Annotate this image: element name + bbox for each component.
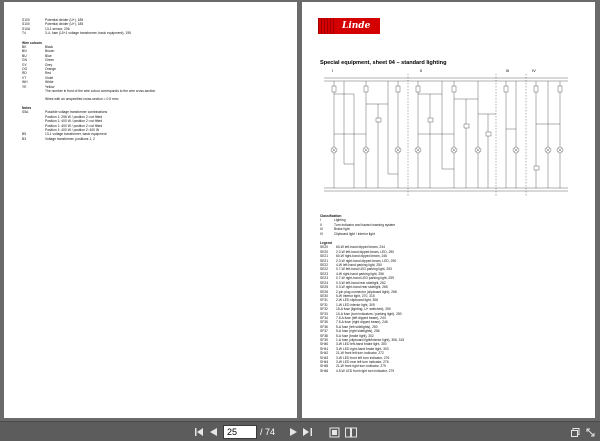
column-marker-4: IV: [532, 68, 536, 73]
legend-row-text: 21-W front left turn indicator, 272: [336, 351, 384, 356]
wire-colour-row-text: White: [45, 80, 54, 85]
legend-row-code: SF33: [320, 311, 328, 316]
wire-colour-row-text: Orange: [45, 67, 56, 72]
note-row-code: B5: [22, 132, 27, 137]
legend-row-code: SE22: [320, 267, 329, 272]
classification-row-text: Turn indicator and hazard warning system: [334, 222, 396, 227]
logo-stripes: [318, 18, 336, 34]
wire-colour-row-text: Blue: [45, 53, 52, 58]
classification-row-code: I: [320, 218, 321, 223]
note-row-text: Position 1: 256 W / position 2: not fitted: [45, 114, 103, 119]
previous-page-icon[interactable]: [207, 425, 219, 439]
component-row-code: S10A: [22, 26, 31, 31]
legend-row-text: 10-A fuse (turn indicators / parking light), 250: [336, 311, 402, 316]
legend-row-code: SE26: [320, 289, 329, 294]
pdf-page-right: [302, 2, 595, 418]
component-row-code: S100: [22, 22, 30, 27]
legend-row-code: SE24: [320, 280, 329, 285]
legend-row-text: 1-W LED interior light, 309: [336, 302, 375, 307]
page-total: / 74: [260, 427, 276, 437]
legend-row-text: 21-W front right turn indicator, 279: [336, 364, 386, 369]
legend-row-text: 4-W right-hand parking light, 256: [336, 271, 384, 276]
wire-colour-row-code: BU: [22, 53, 27, 58]
legend-row-text: 0.3-W right-hand rear sidelight, 265: [336, 285, 388, 290]
legend-row-code: SF34: [320, 315, 328, 320]
legend-row-text: 5-A fuse (left sidelights), 250: [336, 324, 378, 329]
legend-row-code: SH46: [320, 368, 329, 373]
component-row-code: S100: [22, 18, 30, 22]
wire-colour-row-text: Yellow: [45, 84, 55, 89]
classification-heading: Classification: [320, 214, 342, 218]
legend-row-code: SE25: [320, 285, 329, 290]
classification-row-code: IV: [320, 231, 324, 236]
legend-row-text: 7.5-A fuse (right dipped beam), 246: [336, 320, 388, 325]
legend-row-text: 2.0-W left-hand dipped beam, LED, 290: [336, 249, 395, 254]
legend-row-text: 0.3-W left-hand rear sidelight, 262: [336, 280, 386, 285]
legend-row-code: SE22: [320, 263, 329, 268]
note-row-code: S5A: [22, 110, 29, 115]
restore-window-icon[interactable]: [569, 425, 581, 439]
expand-window-icon[interactable]: [584, 425, 596, 439]
legend-row-code: SH42: [320, 351, 329, 356]
legend-row-code: SF37: [320, 329, 328, 334]
component-row-text: 13-1 sensor, 206: [45, 26, 70, 31]
wire-colour-row-code: BN: [22, 49, 27, 54]
wire-colour-row-code: RD: [22, 71, 27, 76]
wire-colour-row-code: GN: [22, 58, 27, 63]
legend-row-code: SH43: [320, 355, 329, 360]
note-row-text: Position 1: 400 W / position 2: not fitted: [45, 119, 103, 124]
left-page-content: [22, 18, 287, 141]
column-marker-3: III: [506, 68, 510, 73]
legend-row-text: 0.7-W left-hand LED parking light, 253: [336, 267, 392, 272]
legend-row-text: 4-W left-hand parking light, 250: [336, 263, 382, 268]
legend-row-text: 2-W LED clipboard light, 306: [336, 298, 378, 303]
legend-row-code: SE20: [320, 245, 329, 250]
legend-row-code: SE21: [320, 254, 329, 259]
legend-row-code: SE23: [320, 271, 329, 276]
wire-colour-row-text: Brown: [45, 49, 55, 54]
colour-note-2: Wires with an unspecified cross-section = 0.5 mm²: [45, 96, 119, 101]
legend-row-code: SE21: [320, 258, 329, 263]
legend-section: [320, 212, 585, 373]
legend-row-code: SF32: [320, 307, 328, 312]
note-row-text: Position 1: 400 W / position 2: not fitted: [45, 123, 103, 128]
legend-row-text: 7.5-A fuse (left dipped beam), 244: [336, 315, 386, 320]
legend-row-text: 2.0-W right-hand dipped beam, LED, 290: [336, 258, 397, 263]
legend-row-code: SH45: [320, 364, 329, 369]
wire-colour-row-code: VT: [22, 75, 27, 80]
note-row-code: B3: [22, 136, 27, 141]
sheet-title: Special equipment, sheet 04 – standard lighting: [320, 60, 447, 66]
legend-row-code: SF31: [320, 298, 328, 303]
fit-page-icon[interactable]: [327, 425, 341, 439]
wire-colour-row-code: OG: [22, 67, 28, 72]
legend-row-code: SE30: [320, 293, 329, 298]
note-row-text: 13-1 voltage transformer, basic equipment: [45, 132, 107, 137]
legend-row-code: SE20: [320, 249, 329, 254]
legend-row-code: SF31: [320, 302, 328, 307]
component-row-code: T4: [22, 31, 26, 36]
component-row-text: Potential divider (U+), 185: [45, 22, 84, 27]
note-row-text: Voltage transformer, positions 1, 2: [45, 136, 95, 141]
column-marker-2: II: [420, 68, 423, 73]
classification-row-text: Brake light: [334, 227, 350, 232]
legend-row-text: 3-W LED front left turn indicator, 276: [336, 355, 390, 360]
classification-row-code: III: [320, 227, 323, 232]
wiring-schematic: [320, 74, 572, 202]
classification-row-text: Clipboard light / interior light: [334, 231, 375, 236]
component-row-text: 3-4- fuse (10+1 voltage transformer, basic equipment), 195: [45, 31, 131, 36]
legend-row-text: 5-W interior light, 270, 315: [336, 293, 375, 298]
wire-colour-row-text: Grey: [45, 62, 53, 67]
notes-heading: Notes: [22, 105, 32, 110]
wire-colour-row-text: Violet: [45, 75, 54, 80]
wire-colour-row-code: BK: [22, 45, 27, 50]
legend-row-code: SF36: [320, 324, 328, 329]
pdf-page-left: [4, 2, 297, 418]
legend-row-code: SH40: [320, 342, 329, 347]
legend-row-text: 15-A fuse (lighting, U+ switched), 250: [336, 307, 391, 312]
legend-heading: Legend: [320, 241, 332, 246]
legend-row-text: 60-W left-hand dipped beam, 244: [336, 245, 385, 250]
legend-row-code: SF35: [320, 320, 328, 325]
legend-row-text: 3-W LED rear left turn indicator, 276: [336, 360, 389, 364]
legend-row-text: 1-A fuse (clipboard light/interior light), 306, 315: [336, 337, 405, 342]
legend-row-code: SH44: [320, 360, 329, 364]
colour-note-1: The number in front of the wire colour corresponds to the wire cross-section: [45, 89, 156, 94]
legend-row-text: 0.7-W right-hand LED parking light, 259: [336, 276, 394, 281]
legend-row-text: 5-A fuse (brake light), 302: [336, 333, 374, 338]
note-row: [22, 137, 287, 141]
legend-row-code: SE23: [320, 276, 329, 281]
wire-colour-row-text: Green: [45, 58, 55, 63]
note-row-text: Possible voltage transformer combinations: [45, 110, 108, 115]
legend-row-code: SF38: [320, 333, 328, 338]
next-page-icon[interactable]: [287, 425, 299, 439]
wire-colour-row-text: Red: [45, 71, 52, 76]
wire-colour-row-code: YE: [22, 84, 27, 89]
legend-row-code: SF39: [320, 337, 328, 342]
column-marker-1: I: [332, 68, 334, 73]
wire-colour-row-text: Black: [45, 45, 54, 50]
wire-colour-row-code: GY: [22, 62, 27, 67]
two-page-view-icon[interactable]: [344, 425, 358, 439]
page-number-input[interactable]: 25: [223, 425, 257, 439]
classification-row-text: Lighting: [334, 218, 346, 223]
linde-logo: [318, 18, 380, 34]
skip-to-last-icon[interactable]: [301, 425, 313, 439]
classification-row-code: II: [320, 222, 322, 227]
legend-row-text: 2-pin plug connector (clipboard light), 268: [336, 289, 397, 294]
note-row-text: Position 1: 400 W / position 2: 400 W: [45, 127, 100, 132]
component-row-text: Potential divider (U+), 185: [45, 18, 84, 22]
logo-text: Linde: [342, 21, 371, 31]
legend-row-text: 4.5-W LED front right turn indicator, 279: [336, 368, 395, 373]
wire-colours-heading: Wire colours: [22, 40, 42, 45]
wire-colour-row-code: WH: [22, 80, 28, 85]
legend-row-code: SH41: [320, 346, 329, 351]
legend-row-text: 60-W right-hand dipped beam, 246: [336, 254, 387, 259]
legend-row-text: 5-A fuse (right sidelights), 256: [336, 329, 380, 334]
legend-row-text: 3-W LED left-hand brake light, 300: [336, 342, 387, 347]
skip-to-first-icon[interactable]: [193, 425, 205, 439]
legend-row: [320, 369, 585, 373]
legend-row-text: 3-W LED right-hand brake light, 303: [336, 346, 389, 351]
navigation-toolbar: [0, 421, 600, 441]
